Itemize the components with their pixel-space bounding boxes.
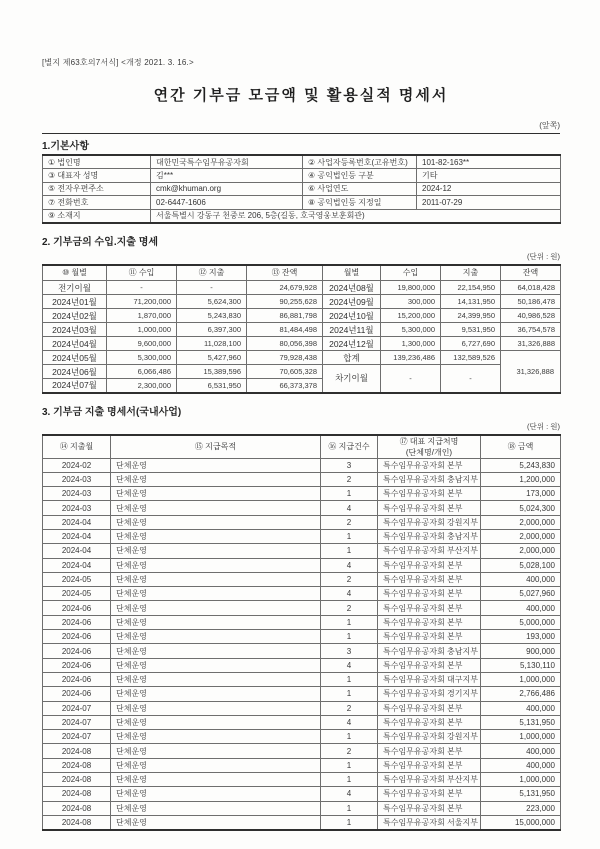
table-cell: 2024-07: [43, 715, 111, 729]
page-side-label: (앞쪽): [539, 121, 560, 130]
table-row: [43, 615, 561, 629]
table-cell: 2024-05: [43, 587, 111, 601]
table-cell: 1,870,000: [107, 309, 177, 323]
table-cell: 2024-03: [43, 472, 111, 486]
table-cell: 합계: [323, 351, 381, 365]
table-cell: 단체운영: [111, 515, 321, 529]
table-cell: 2024년01월: [43, 295, 107, 309]
table-cell: 400,000: [481, 701, 561, 715]
table-row: [43, 815, 561, 829]
table-cell: 5,130,110: [481, 658, 561, 672]
section3-heading: 3. 기부금 지출 명세서(국내사업): [42, 406, 182, 418]
table-cell: 22,154,950: [441, 281, 501, 295]
table-cell: 40,986,528: [501, 309, 561, 323]
table-cell: 단체운영: [111, 487, 321, 501]
table-row: [43, 787, 561, 801]
table-cell: 2024-08: [43, 801, 111, 815]
table-row: [43, 337, 561, 351]
table-row: [43, 281, 561, 295]
column-header: ⑭ 지출월: [43, 435, 111, 459]
table-cell: 6,066,486: [107, 365, 177, 379]
table-cell: 2024년06월: [43, 365, 107, 379]
table-row: [43, 501, 561, 515]
table-cell: 단체운영: [111, 601, 321, 615]
table-cell: 1: [321, 487, 378, 501]
table-header-row: [43, 265, 561, 281]
table-cell: 2: [321, 515, 378, 529]
table-cell: 특수임무유공자회 강원지부: [378, 730, 481, 744]
table-cell: 86,881,798: [247, 309, 323, 323]
expense-detail-body: [43, 458, 561, 830]
table-cell: 1: [321, 630, 378, 644]
table-cell: 3: [321, 644, 378, 658]
table-cell: 2: [321, 472, 378, 486]
column-header: ⑯ 지급건수: [321, 435, 378, 459]
table-cell: 단체운영: [111, 773, 321, 787]
table-row: [43, 472, 561, 486]
table-cell: 2024-03: [43, 487, 111, 501]
field-value: 김***: [151, 169, 303, 183]
table-cell: 223,000: [481, 801, 561, 815]
table-cell: 단체운영: [111, 587, 321, 601]
table-cell: 5,131,950: [481, 787, 561, 801]
table-cell: 400,000: [481, 744, 561, 758]
table-cell: 특수임무유공자회 본부: [378, 715, 481, 729]
table-cell: 1: [321, 672, 378, 686]
table-cell: 2024-08: [43, 787, 111, 801]
table-row: [43, 630, 561, 644]
table-cell: 단체운영: [111, 544, 321, 558]
table-cell: 2: [321, 744, 378, 758]
field-label: ⑦ 전화번호: [43, 196, 151, 210]
table-cell: 5,243,830: [177, 309, 247, 323]
table-cell: 단체운영: [111, 687, 321, 701]
table-row: [43, 515, 561, 529]
table-row: [43, 209, 561, 223]
page-title: 연간 기부금 모금액 및 활용실적 명세서: [153, 87, 449, 104]
table-cell: 단체운영: [111, 458, 321, 472]
table-row: [43, 529, 561, 543]
table-cell: 2024년03월: [43, 323, 107, 337]
table-cell: 1,200,000: [481, 472, 561, 486]
field-label: ⑥ 사업연도: [303, 182, 417, 196]
table-header-row: [43, 435, 561, 447]
table-row: [43, 365, 561, 379]
table-cell: 1,000,000: [481, 672, 561, 686]
table-cell: 90,255,628: [247, 295, 323, 309]
table-cell: 특수임무유공자회 본부: [378, 458, 481, 472]
table-row: [43, 572, 561, 586]
table-cell: 단체운영: [111, 558, 321, 572]
table-row: [43, 544, 561, 558]
table-cell: 2024년08월: [323, 281, 381, 295]
table-cell: 4: [321, 787, 378, 801]
table-cell: 2024-04: [43, 544, 111, 558]
table-cell: 4: [321, 558, 378, 572]
table-cell: 단체운영: [111, 672, 321, 686]
table-cell: 2,300,000: [107, 379, 177, 393]
column-header: ⑮ 지급목적: [111, 435, 321, 459]
table-row: [43, 458, 561, 472]
table-cell: 81,484,498: [247, 323, 323, 337]
table-cell: 2,000,000: [481, 544, 561, 558]
column-header: ⑩ 월별: [43, 265, 107, 281]
column-header: 월별: [323, 265, 381, 281]
table-cell: 66,373,378: [247, 379, 323, 393]
table-row: [43, 309, 561, 323]
table-row: [43, 182, 561, 196]
table-cell: 특수임무유공자회 부산지부: [378, 544, 481, 558]
table-row: [43, 687, 561, 701]
table-cell: 차기이월: [323, 365, 381, 393]
table-cell: 단체운영: [111, 758, 321, 772]
table-row: [43, 601, 561, 615]
table-cell: 70,605,328: [247, 365, 323, 379]
table-cell: 단체운영: [111, 472, 321, 486]
table-cell: 단체운영: [111, 715, 321, 729]
table-cell: 5,131,950: [481, 715, 561, 729]
table-cell: 특수임무유공자회 본부: [378, 758, 481, 772]
table-cell: -: [107, 281, 177, 295]
table-row: [43, 644, 561, 658]
table-cell: 2024년09월: [323, 295, 381, 309]
table-row: [43, 701, 561, 715]
table-cell: 2024-04: [43, 558, 111, 572]
table-cell: 특수임무유공자회 본부: [378, 587, 481, 601]
income-expense-body: [43, 281, 561, 393]
table-row: [43, 487, 561, 501]
table-row: [43, 558, 561, 572]
column-header: 잔액: [501, 265, 561, 281]
table-row: [43, 295, 561, 309]
table-cell: 36,754,578: [501, 323, 561, 337]
table-cell: 특수임무유공자회 본부: [378, 701, 481, 715]
table-cell: 2024-03: [43, 501, 111, 515]
table-cell: 2,000,000: [481, 515, 561, 529]
table-cell: 1: [321, 544, 378, 558]
table-row: [43, 196, 561, 210]
table-cell: 2024-06: [43, 672, 111, 686]
table-row: [43, 587, 561, 601]
table-cell: 5,243,830: [481, 458, 561, 472]
table-row: [43, 758, 561, 772]
table-cell: 단체운영: [111, 701, 321, 715]
column-header: 수입: [381, 265, 441, 281]
column-header: ⑬ 잔액: [247, 265, 323, 281]
table-cell: 400,000: [481, 758, 561, 772]
table-cell: 특수임무유공자회 강원지부: [378, 515, 481, 529]
field-value: 대한민국특수임무유공자회: [151, 155, 303, 169]
unit-label: (단위 : 원): [527, 421, 560, 431]
table-row: [43, 773, 561, 787]
table-cell: 2024년04월: [43, 337, 107, 351]
table-cell: 1,300,000: [381, 337, 441, 351]
table-row: [43, 658, 561, 672]
table-cell: 특수임무유공자회 본부: [378, 615, 481, 629]
table-cell: 14,131,950: [441, 295, 501, 309]
table-cell: 6,397,300: [177, 323, 247, 337]
table-cell: 특수임무유공자회 서울지부: [378, 815, 481, 829]
table-cell: 193,000: [481, 630, 561, 644]
table-cell: 5,300,000: [107, 351, 177, 365]
table-cell: 특수임무유공자회 본부: [378, 744, 481, 758]
table-cell: 9,531,950: [441, 323, 501, 337]
table-cell: 400,000: [481, 601, 561, 615]
table-cell: 15,389,596: [177, 365, 247, 379]
basic-info-table: [42, 154, 561, 224]
table-cell: 139,236,486: [381, 351, 441, 365]
column-header: ⑪ 수입: [107, 265, 177, 281]
table-row: [43, 155, 561, 169]
form-number-note: [별지 제63호의7서식] <개정 2021. 3. 16.>: [42, 58, 194, 67]
table-row: [43, 715, 561, 729]
field-value: 101-82-163**: [417, 155, 561, 169]
column-header: (단체명/개인): [378, 447, 481, 459]
column-header: ⑱ 금액: [481, 435, 561, 459]
table-cell: 132,589,526: [441, 351, 501, 365]
table-cell: 64,018,428: [501, 281, 561, 295]
table-cell: 단체운영: [111, 644, 321, 658]
table-cell: 2024년07월: [43, 379, 107, 393]
table-cell: 31,326,888: [501, 337, 561, 351]
table-cell: 9,600,000: [107, 337, 177, 351]
table-cell: 300,000: [381, 295, 441, 309]
table-cell: 2024년05월: [43, 351, 107, 365]
column-header: ⑫ 지출: [177, 265, 247, 281]
table-cell: 1,000,000: [107, 323, 177, 337]
table-cell: 1: [321, 773, 378, 787]
table-cell: 5,024,300: [481, 501, 561, 515]
table-cell: 1: [321, 801, 378, 815]
table-row: [43, 801, 561, 815]
table-cell: 1: [321, 758, 378, 772]
table-row: [43, 351, 561, 365]
field-value: 2024-12: [417, 182, 561, 196]
table-cell: 79,928,438: [247, 351, 323, 365]
section1-heading: 1.기본사항: [42, 141, 89, 152]
table-cell: 전기이월: [43, 281, 107, 295]
table-cell: 1: [321, 687, 378, 701]
table-cell: 2024년12월: [323, 337, 381, 351]
table-cell: 5,028,100: [481, 558, 561, 572]
table-cell: 2024-06: [43, 615, 111, 629]
table-cell: 특수임무유공자회 부산지부: [378, 773, 481, 787]
column-header: ⑰ 대표 지급처명: [378, 435, 481, 447]
table-cell: -: [441, 365, 501, 393]
table-cell: 2024-08: [43, 815, 111, 829]
table-row: [43, 323, 561, 337]
table-row: [43, 672, 561, 686]
table-cell: -: [177, 281, 247, 295]
field-value: 기타: [417, 169, 561, 183]
table-cell: 2,766,486: [481, 687, 561, 701]
table-cell: 3: [321, 458, 378, 472]
table-cell: 173,000: [481, 487, 561, 501]
field-label: ④ 공익법인등 구분: [303, 169, 417, 183]
table-cell: 특수임무유공자회 대구지부: [378, 672, 481, 686]
table-cell: 단체운영: [111, 658, 321, 672]
table-cell: 특수임무유공자회 충남지부: [378, 529, 481, 543]
table-cell: 특수임무유공자회 본부: [378, 787, 481, 801]
table-cell: -: [381, 365, 441, 393]
table-cell: 단체운영: [111, 730, 321, 744]
table-cell: 24,679,928: [247, 281, 323, 295]
table-row: [43, 744, 561, 758]
table-cell: 2024-02: [43, 458, 111, 472]
table-cell: 5,427,960: [177, 351, 247, 365]
column-header: 지출: [441, 265, 501, 281]
table-cell: 2024-06: [43, 644, 111, 658]
table-cell: 2024-06: [43, 601, 111, 615]
table-cell: 특수임무유공자회 충남지부: [378, 644, 481, 658]
header-divider: [42, 133, 560, 134]
table-cell: 단체운영: [111, 615, 321, 629]
table-cell: 15,200,000: [381, 309, 441, 323]
table-cell: 11,028,100: [177, 337, 247, 351]
table-cell: 특수임무유공자회 본부: [378, 487, 481, 501]
table-cell: 5,027,960: [481, 587, 561, 601]
table-cell: 24,399,950: [441, 309, 501, 323]
table-cell: 단체운영: [111, 787, 321, 801]
table-cell: 1,000,000: [481, 773, 561, 787]
field-value: 2011-07-29: [417, 196, 561, 210]
table-cell: 특수임무유공자회 본부: [378, 572, 481, 586]
table-cell: 단체운영: [111, 801, 321, 815]
table-cell: 6,727,690: [441, 337, 501, 351]
field-label: ② 사업자등록번호(고유번호): [303, 155, 417, 169]
table-cell: 19,800,000: [381, 281, 441, 295]
expense-detail-table: [42, 434, 561, 831]
field-value: 02-6447-1606: [151, 196, 303, 210]
table-cell: 2024-08: [43, 744, 111, 758]
table-cell: 4: [321, 587, 378, 601]
table-cell: 4: [321, 715, 378, 729]
table-cell: 2024년02월: [43, 309, 107, 323]
table-cell: 단체운영: [111, 630, 321, 644]
table-cell: 1,000,000: [481, 730, 561, 744]
table-cell: 특수임무유공자회 본부: [378, 658, 481, 672]
table-cell: 4: [321, 658, 378, 672]
table-cell: 5,000,000: [481, 615, 561, 629]
table-cell: 특수임무유공자회 본부: [378, 558, 481, 572]
table-cell: 단체운영: [111, 501, 321, 515]
table-cell: 2024-06: [43, 687, 111, 701]
table-cell: 2024-06: [43, 658, 111, 672]
field-label: ③ 대표자 성명: [43, 169, 151, 183]
table-cell: 2024-06: [43, 630, 111, 644]
field-value: cmk@khuman.org: [151, 182, 303, 196]
table-cell: 15,000,000: [481, 815, 561, 829]
table-cell: 2024-08: [43, 773, 111, 787]
table-cell: 6,531,950: [177, 379, 247, 393]
table-cell: 2024-08: [43, 758, 111, 772]
table-cell: 단체운영: [111, 744, 321, 758]
table-cell: 2024년11월: [323, 323, 381, 337]
table-cell: 1: [321, 529, 378, 543]
table-cell: 1: [321, 615, 378, 629]
table-row: [43, 730, 561, 744]
table-cell: 단체운영: [111, 529, 321, 543]
field-label: ⑤ 전자우편주소: [43, 182, 151, 196]
table-cell: 31,326,888: [501, 351, 561, 393]
table-cell: 특수임무유공자회 본부: [378, 630, 481, 644]
table-cell: 특수임무유공자회 본부: [378, 501, 481, 515]
table-cell: 2024-07: [43, 730, 111, 744]
table-cell: 4: [321, 501, 378, 515]
table-cell: 2: [321, 601, 378, 615]
table-cell: 특수임무유공자회 경기지부: [378, 687, 481, 701]
table-cell: 5,624,300: [177, 295, 247, 309]
table-cell: 단체운영: [111, 572, 321, 586]
table-cell: 2024-05: [43, 572, 111, 586]
table-cell: 1: [321, 730, 378, 744]
table-cell: 특수임무유공자회 본부: [378, 601, 481, 615]
field-label: ⑨ 소재지: [43, 209, 151, 223]
table-cell: 50,186,478: [501, 295, 561, 309]
table-cell: 80,056,398: [247, 337, 323, 351]
table-row: [43, 169, 561, 183]
table-cell: 900,000: [481, 644, 561, 658]
field-label: ⑧ 공익법인등 지정일: [303, 196, 417, 210]
table-cell: 2024-07: [43, 701, 111, 715]
field-label: ① 법인명: [43, 155, 151, 169]
unit-label: (단위 : 원): [527, 251, 560, 261]
table-cell: 2,000,000: [481, 529, 561, 543]
table-cell: 2024-04: [43, 529, 111, 543]
table-cell: 5,300,000: [381, 323, 441, 337]
table-cell: 1: [321, 815, 378, 829]
table-cell: 2024년10월: [323, 309, 381, 323]
section2-heading: 2. 기부금의 수입.지출 명세: [42, 236, 159, 248]
table-cell: 단체운영: [111, 815, 321, 829]
table-cell: 2: [321, 701, 378, 715]
table-cell: 71,200,000: [107, 295, 177, 309]
table-cell: 특수임무유공자회 본부: [378, 801, 481, 815]
table-cell: 2024-04: [43, 515, 111, 529]
table-cell: 400,000: [481, 572, 561, 586]
table-cell: 2: [321, 572, 378, 586]
income-expense-table: [42, 264, 561, 394]
field-value: 서울특별시 강동구 천중로 206, 5층(길동, 호국영웅보훈회관): [151, 209, 561, 223]
table-cell: 특수임무유공자회 충남지부: [378, 472, 481, 486]
